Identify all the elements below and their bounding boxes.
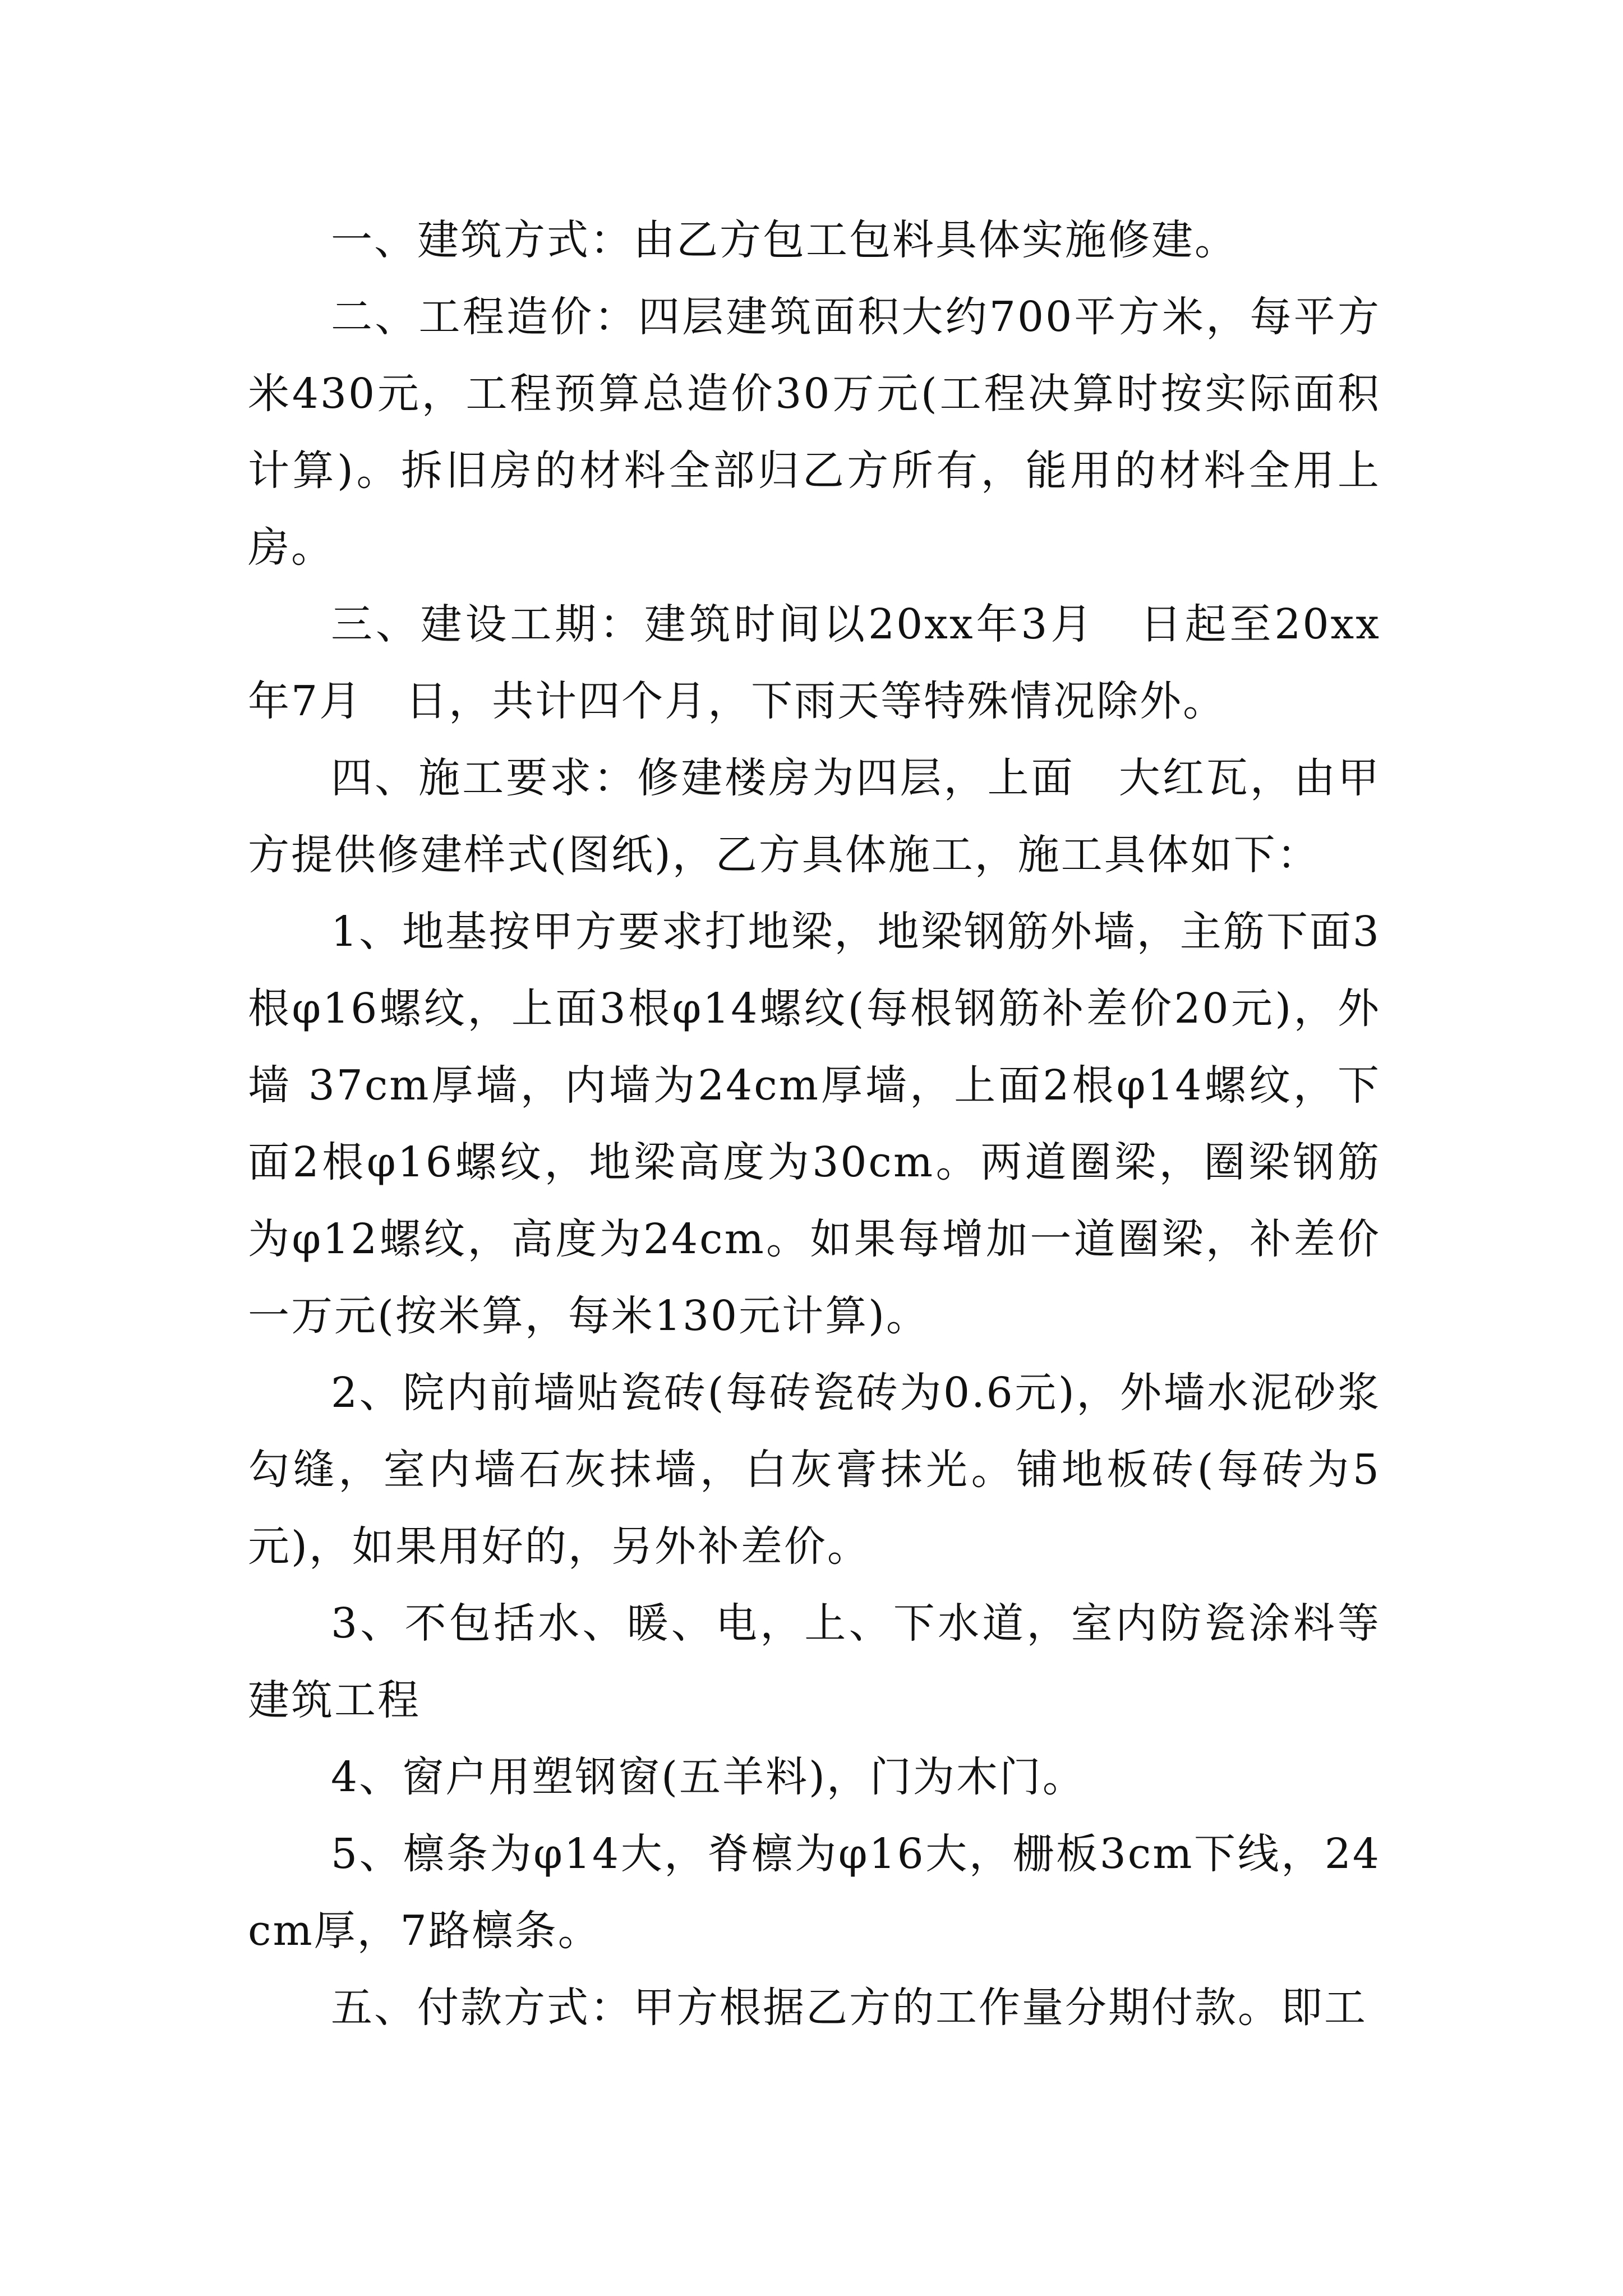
requirement-item-5: 5、檩条为φ14大，脊檩为φ16大，栅板3cm下线，24cm厚，7路檩条。 bbox=[248, 1830, 1381, 1955]
clause-payment-method: 五、付款方式：甲方根据乙方的工作量分期付款。即工 bbox=[331, 1984, 1367, 2032]
document-body bbox=[248, 202, 1381, 2046]
requirement-item-3: 3、不包括水、暖、电，上、下水道，室内防瓷涂料等建筑工程 bbox=[248, 1599, 1381, 1724]
requirement-item-2: 2、院内前墙贴瓷砖(每砖瓷砖为0.6元)，外墙水泥砂浆勾缝，室内墙石灰抹墙，白灰膏抹光。铺地板砖(每砖为5元)，如果用好的，另外补差价。 bbox=[248, 1369, 1381, 1571]
clause-construction-method: 一、建筑方式：由乙方包工包料具体实施修建。 bbox=[331, 216, 1238, 264]
requirement-item-4: 4、窗户用塑钢窗(五羊料)，门为木门。 bbox=[331, 1753, 1086, 1801]
clause-project-cost: 二、工程造价：四层建筑面积大约700平方米，每平方米430元，工程预算总造价30万元(工程决算时按实际面积计算)。拆旧房的材料全部归乙方所有，能用的材料全用上房。 bbox=[248, 293, 1381, 572]
requirement-item-1: 1、地基按甲方要求打地梁，地梁钢筋外墙，主筋下面3根φ16螺纹，上面3根φ14螺纹(每根钢筋补差价20元)，外墙 37cm厚墙，内墙为24cm厚墙，上面2根φ14螺纹，下面2根φ16螺纹，地梁高度为30cm。两道圈梁，圈梁钢筋为φ12螺纹，高度为24cm。如果每增加一道圈梁，补差价一万元(按米算，每米130元计算)。 bbox=[248, 908, 1381, 1340]
clause-construction-requirements: 四、施工要求：修建楼房为四层，上面 大红瓦，由甲方提供修建样式(图纸)，乙方具体施工，施工具体如下： bbox=[248, 754, 1381, 879]
clause-construction-period: 三、建设工期：建筑时间以20xx年3月 日起至20xx年7月 日，共计四个月，下雨天等特殊情况除外。 bbox=[248, 600, 1381, 725]
